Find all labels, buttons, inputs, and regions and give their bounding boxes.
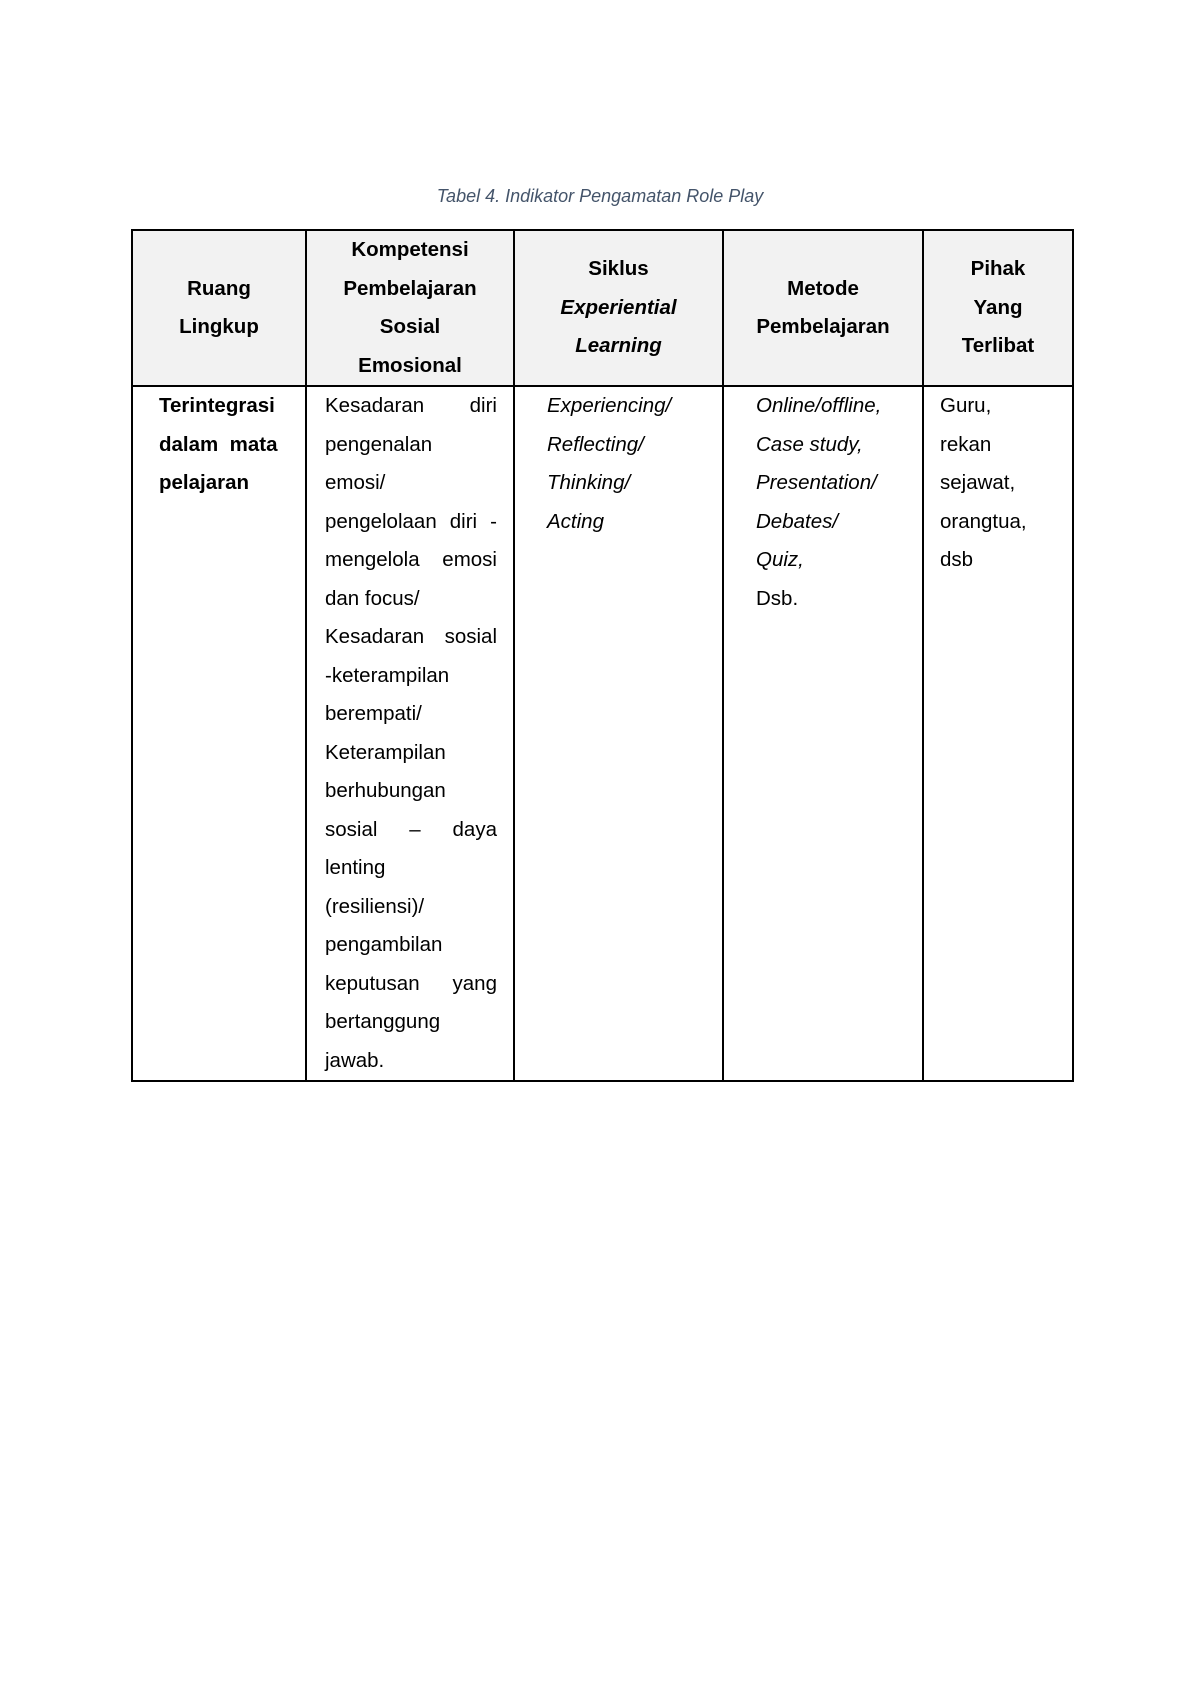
cell-text: -keterampilan — [325, 663, 450, 687]
cell-pihak — [923, 386, 1073, 1081]
header-text: Pembelajaran — [756, 315, 890, 338]
cell-text: pengambilan — [325, 933, 443, 956]
table-caption: Tabel 4. Indikator Pengamatan Role Play — [436, 186, 764, 206]
cell-text: lenting — [325, 856, 386, 879]
cell-text: Case study, — [756, 432, 863, 456]
header-text: Metode — [787, 276, 859, 300]
cell-text: pengelolaan diri - — [325, 509, 497, 533]
header-text: Sosial — [379, 315, 441, 338]
cell-text: bertanggung — [325, 1010, 441, 1033]
header-text: Lingkup — [179, 315, 259, 338]
cell-text: Reflecting/ — [547, 432, 644, 456]
cell-text: Quiz, — [756, 548, 804, 571]
cell-text: emosi/ — [325, 471, 386, 494]
cell-text: berhubungan — [325, 779, 446, 802]
cell-ruang-lingkup — [132, 386, 306, 1081]
header-kompetensi — [306, 230, 514, 386]
cell-text: dan focus/ — [325, 586, 420, 610]
cell-text: Debates/ — [756, 509, 839, 533]
header-text: Pembelajaran — [343, 276, 477, 300]
header-text: Experiential — [560, 295, 677, 319]
cell-text: Thinking/ — [547, 471, 631, 494]
table-row — [132, 386, 1073, 1081]
cell-text: rekan — [940, 432, 992, 456]
cell-text: sosial – daya — [325, 817, 497, 841]
header-ruang-lingkup — [132, 230, 306, 386]
cell-text: sejawat, — [940, 471, 1016, 494]
header-text: Learning — [575, 334, 662, 358]
cell-metode — [723, 386, 923, 1081]
cell-text: Kesadaran diri — [325, 394, 497, 417]
cell-text: Kesadaran sosial — [325, 625, 497, 648]
cell-text: keputusan yang — [325, 971, 497, 995]
cell-text: mengelola emosi — [325, 548, 497, 571]
cell-text: dalam mata — [159, 432, 278, 456]
cell-siklus — [514, 386, 723, 1081]
cell-text: pelajaran — [159, 471, 250, 494]
header-text: Ruang — [187, 276, 251, 300]
cell-text: orangtua, — [940, 509, 1027, 533]
cell-text: berempati/ — [325, 702, 422, 725]
cell-text: Keterampilan — [325, 740, 446, 764]
cell-text: Experiencing/ — [547, 394, 672, 417]
header-text: Terlibat — [961, 334, 1035, 358]
cell-text: pengenalan — [325, 432, 433, 456]
cell-text: Presentation/ — [756, 471, 877, 494]
cell-kompetensi — [306, 386, 514, 1081]
header-text: Kompetensi — [351, 238, 469, 261]
cell-text: Online/offline, — [756, 394, 882, 417]
cell-text: (resiliensi)/ — [325, 894, 425, 918]
cell-text: Dsb. — [756, 586, 799, 610]
cell-text: Terintegrasi — [159, 394, 275, 417]
header-text: Yang — [973, 295, 1023, 319]
header-text: Emosional — [358, 353, 462, 377]
header-siklus — [514, 230, 723, 386]
indicator-table — [131, 229, 1074, 1082]
header-text: Pihak — [970, 257, 1026, 281]
header-metode — [723, 230, 923, 386]
header-pihak — [923, 230, 1073, 386]
cell-text: Guru, — [940, 394, 992, 417]
table-header-row — [132, 230, 1073, 386]
cell-text: Acting — [547, 509, 604, 533]
cell-text: dsb — [940, 548, 974, 571]
cell-text: jawab. — [325, 1048, 385, 1072]
header-text: Siklus — [588, 257, 649, 281]
